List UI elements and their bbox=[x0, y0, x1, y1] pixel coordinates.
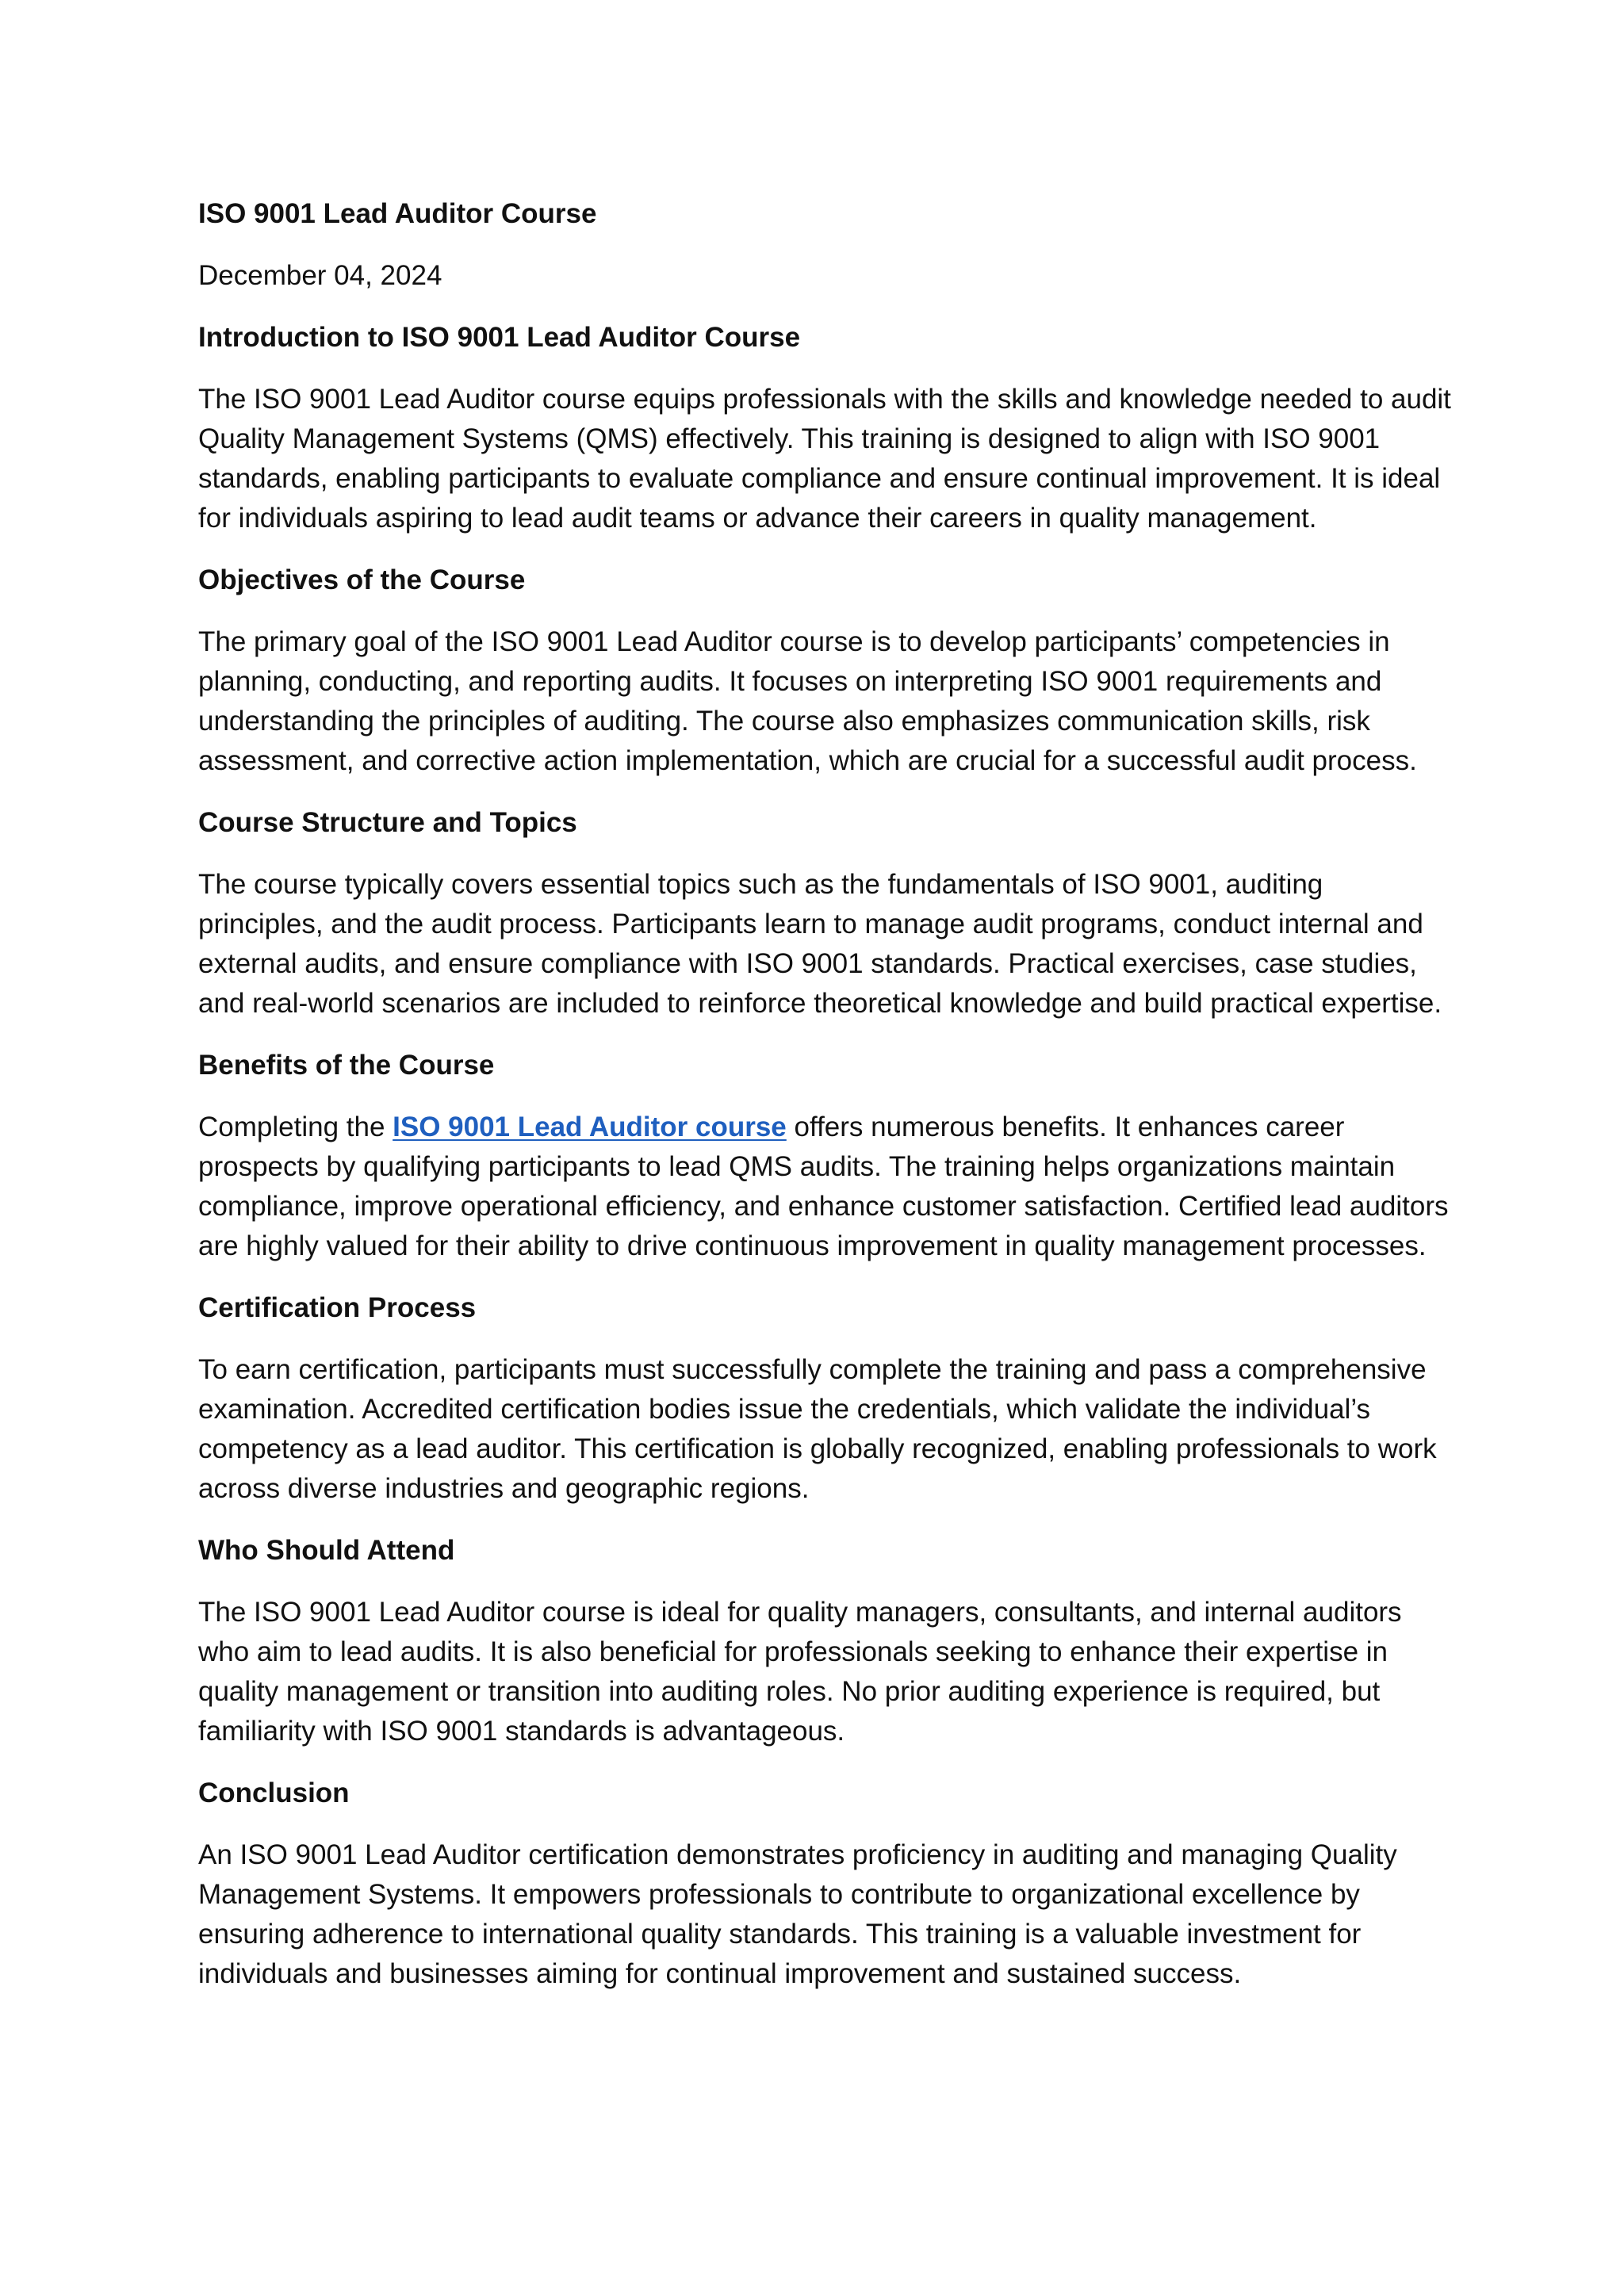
benefits-text-prefix: Completing the bbox=[198, 1112, 393, 1142]
section-body-benefits bbox=[198, 1108, 1451, 1266]
section-body-course-structure: The course typically covers essential topics such as the fundamentals of ISO 9001, auditing principles, and the audit process. Participants learn to manage audit programs, conduct internal and external audits, and ensure compliance with ISO 9001 standards. Practical exercises, case studies, and real-world scenarios are included to reinforce theoretical knowledge and build practical expertise. bbox=[198, 869, 1442, 1019]
section-body-objectives: The primary goal of the ISO 9001 Lead Auditor course is to develop participants’ competencies in planning, conducting, and reporting audits. It focuses on interpreting ISO 9001 requirements and understanding the principles of auditing. The course also emphasizes communication skills, risk assessment, and corrective action implementation, which are crucial for a successful audit process. bbox=[198, 626, 1417, 776]
section-body-certification-process: To earn certification, participants must successfully complete the training and pass a comprehensive examination. Accredited certification bodies issue the credentials, which validate the individual’s competency as a lead auditor. This certification is globally recognized, enabling professionals to work across diverse industries and geographic regions. bbox=[198, 1354, 1437, 1504]
section-heading-introduction: Introduction to ISO 9001 Lead Auditor Course bbox=[198, 322, 801, 353]
document-page bbox=[198, 194, 1451, 2016]
section-heading-objectives: Objectives of the Course bbox=[198, 564, 526, 595]
document-date: December 04, 2024 bbox=[198, 260, 442, 291]
section-body-introduction: The ISO 9001 Lead Auditor course equips professionals with the skills and knowledge needed to audit Quality Management Systems (QMS) effectively. This training is designed to align with ISO 9001 standards, enabling participants to evaluate compliance and ensure continual improvement. It is ideal for individuals aspiring to lead audit teams or advance their careers in quality management. bbox=[198, 384, 1451, 534]
section-body-conclusion: An ISO 9001 Lead Auditor certification demonstrates proficiency in auditing and managing Quality Management Systems. It empowers professionals to contribute to organizational excellence by ensuring adherence to international quality standards. This training is a valuable investment for individuals and businesses aiming for continual improvement and sustained success. bbox=[198, 1839, 1397, 1989]
section-heading-benefits: Benefits of the Course bbox=[198, 1050, 495, 1081]
section-heading-course-structure: Course Structure and Topics bbox=[198, 807, 577, 838]
iso-9001-lead-auditor-course-link[interactable]: ISO 9001 Lead Auditor course bbox=[393, 1112, 787, 1142]
section-heading-who-should-attend: Who Should Attend bbox=[198, 1535, 455, 1566]
section-heading-conclusion: Conclusion bbox=[198, 1777, 350, 1808]
section-body-who-should-attend: The ISO 9001 Lead Auditor course is ideal for quality managers, consultants, and internal auditors who aim to lead audits. It is also beneficial for professionals seeking to enhance their expertise in quality management or transition into auditing roles. No prior auditing experience is required, but familiarity with ISO 9001 standards is advantageous. bbox=[198, 1597, 1402, 1747]
benefits-text-suffix: offers numerous benefits. It enhances career prospects by qualifying participants to lead QMS audits. The training helps organizations maintain compliance, improve operational efficiency, and enhance customer satisfaction. Certified lead auditors are highly valued for their ability to drive continuous improvement in quality management processes. bbox=[198, 1112, 1449, 1261]
document-title: ISO 9001 Lead Auditor Course bbox=[198, 198, 597, 229]
section-heading-certification-process: Certification Process bbox=[198, 1292, 477, 1323]
